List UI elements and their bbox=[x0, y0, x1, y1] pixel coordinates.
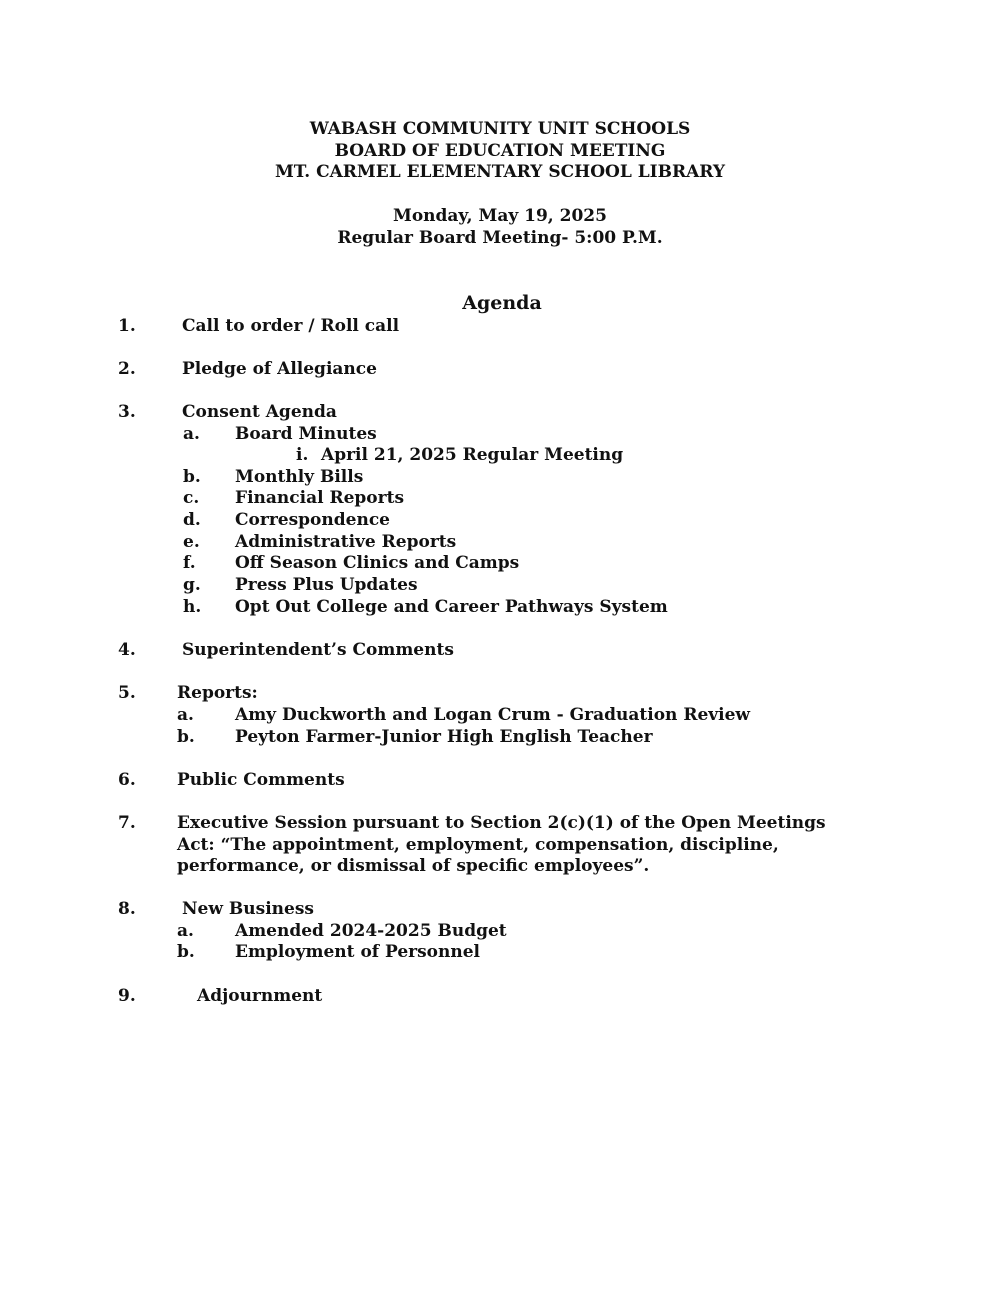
subitem-amended-budget: Amended 2024-2025 Budget bbox=[235, 921, 507, 941]
item-new-business: New Business bbox=[182, 899, 314, 919]
subitem-press-plus: Press Plus Updates bbox=[235, 575, 418, 595]
subitem-letter: c. bbox=[183, 488, 200, 508]
subitem-employment-personnel: Employment of Personnel bbox=[235, 942, 481, 962]
subitem-letter: h. bbox=[183, 597, 202, 617]
meeting-date: Monday, May 19, 2025 bbox=[393, 206, 607, 226]
meeting-type-time: Regular Board Meeting- 5:00 P.M. bbox=[337, 228, 663, 248]
item-number: 3. bbox=[118, 402, 136, 422]
subsubitem-roman: i. bbox=[296, 445, 309, 465]
subitem-letter: e. bbox=[183, 532, 200, 552]
item-executive-session-line1: Executive Session pursuant to Section 2(c)(1) of the Open Meetings bbox=[177, 813, 826, 833]
item-executive-session-line3: performance, or dismissal of specific employees”. bbox=[177, 856, 650, 876]
item-executive-session-line2: Act: “The appointment, employment, compensation, discipline, bbox=[177, 835, 779, 855]
subitem-letter: b. bbox=[183, 467, 201, 487]
header-meeting-body: BOARD OF EDUCATION MEETING bbox=[334, 141, 666, 161]
subitem-graduation-review: Amy Duckworth and Logan Crum - Graduation Review bbox=[235, 705, 751, 725]
subitem-letter: a. bbox=[183, 424, 200, 444]
item-number: 5. bbox=[118, 683, 136, 703]
item-number: 4. bbox=[118, 640, 136, 660]
subitem-letter: a. bbox=[177, 921, 194, 941]
item-number: 1. bbox=[118, 316, 136, 336]
subitem-administrative-reports: Administrative Reports bbox=[235, 532, 457, 552]
subitem-board-minutes: Board Minutes bbox=[235, 424, 377, 444]
subitem-opt-out-pathways: Opt Out College and Career Pathways System bbox=[235, 597, 668, 617]
item-number: 6. bbox=[118, 770, 136, 790]
subitem-off-season-clinics: Off Season Clinics and Camps bbox=[235, 553, 520, 573]
item-pledge: Pledge of Allegiance bbox=[182, 359, 377, 379]
subitem-letter: f. bbox=[183, 553, 196, 573]
subitem-financial-reports: Financial Reports bbox=[235, 488, 405, 508]
item-number: 9. bbox=[118, 986, 136, 1006]
item-call-to-order: Call to order / Roll call bbox=[182, 316, 400, 336]
item-reports: Reports: bbox=[177, 683, 258, 703]
item-number: 2. bbox=[118, 359, 136, 379]
subitem-letter: b. bbox=[177, 942, 195, 962]
item-number: 7. bbox=[118, 813, 136, 833]
subitem-letter: g. bbox=[183, 575, 201, 595]
subitem-correspondence: Correspondence bbox=[235, 510, 390, 530]
item-public-comments: Public Comments bbox=[177, 770, 345, 790]
item-adjournment: Adjournment bbox=[197, 986, 323, 1006]
header-location: MT. CARMEL ELEMENTARY SCHOOL LIBRARY bbox=[274, 162, 726, 182]
subitem-letter: a. bbox=[177, 705, 194, 725]
subitem-english-teacher: Peyton Farmer-Junior High English Teacher bbox=[235, 727, 653, 747]
subitem-monthly-bills: Monthly Bills bbox=[235, 467, 364, 487]
subitem-letter: d. bbox=[183, 510, 201, 530]
agenda-title: Agenda bbox=[462, 292, 542, 314]
header-district-name: WABASH COMMUNITY UNIT SCHOOLS bbox=[309, 119, 691, 139]
subsubitem-april-minutes: April 21, 2025 Regular Meeting bbox=[321, 445, 624, 465]
subitem-letter: b. bbox=[177, 727, 195, 747]
item-number: 8. bbox=[118, 899, 136, 919]
item-consent-agenda: Consent Agenda bbox=[182, 402, 337, 422]
item-superintendent-comments: Superintendent’s Comments bbox=[182, 640, 454, 660]
